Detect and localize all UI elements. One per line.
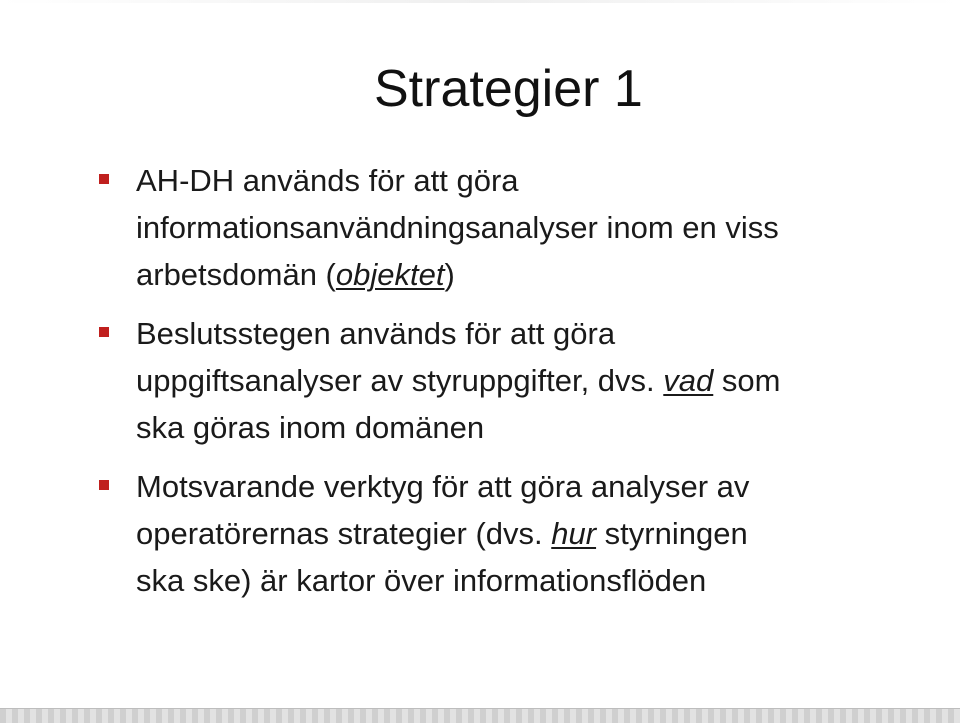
bullet-line: arbetsdomän (objektet): [136, 257, 455, 292]
bullet-line: informationsanvändningsanalyser inom en viss: [136, 210, 779, 245]
footer-strip: [0, 709, 960, 723]
emphasis-hur: hur: [551, 516, 597, 551]
bullet-list: [96, 157, 960, 616]
bullet-line: ska ske) är kartor över informationsflöden: [136, 563, 707, 598]
bullet-item-3: [96, 463, 960, 604]
bullet-line: AH-DH används för att göra: [136, 163, 519, 198]
bullet-line: Beslutsstegen används för att göra: [136, 316, 616, 351]
bullet-line: uppgiftsanalyser av styruppgifter, dvs. vad som: [136, 363, 781, 398]
square-bullet-icon: [99, 327, 109, 337]
square-bullet-icon: [99, 174, 109, 184]
emphasis-objektet: objektet: [335, 257, 445, 292]
bullet-item-2: [96, 310, 960, 451]
slide-title: Strategier 1: [374, 60, 643, 118]
bullet-line: ska göras inom domänen: [136, 410, 485, 445]
bullet-line: operatörernas strategier (dvs. hur styrningen: [136, 516, 748, 551]
bullet-line: Motsvarande verktyg för att göra analyser av: [136, 469, 750, 504]
emphasis-vad: vad: [663, 363, 714, 398]
square-bullet-icon: [99, 480, 109, 490]
top-edge-decoration: [0, 0, 960, 3]
bullet-item-1: [96, 157, 960, 298]
